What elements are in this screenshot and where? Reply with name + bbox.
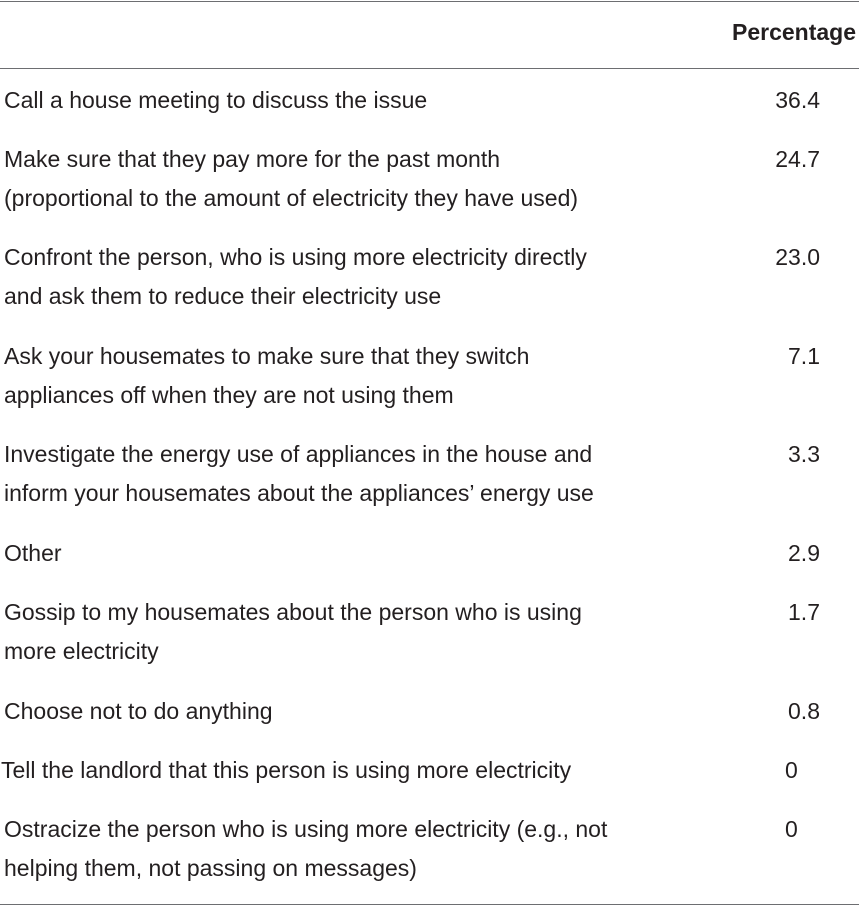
- row-label: Investigate the energy use of appliances in the house and inform your housemates about the appliances’ energy use: [4, 441, 594, 506]
- row-label: Make sure that they pay more for the past month (proportional to the amount of electricity they have used): [4, 146, 579, 211]
- row-value: 24.7: [775, 146, 820, 172]
- row-value: 23.0: [775, 244, 820, 270]
- row-value: 0: [785, 757, 798, 783]
- table-header: [0, 0, 859, 68]
- row-label: Ask your housemates to make sure that they switch appliances off when they are not using them: [4, 343, 530, 408]
- header-rule: [0, 68, 859, 69]
- header-percentage: Percentage: [731, 19, 856, 45]
- row-label: Confront the person, who is using more electricity directly and ask them to reduce their electricity use: [4, 244, 587, 309]
- row-value: 0.8: [788, 698, 820, 724]
- row-label: Ostracize the person who is using more electricity (e.g., not helping them, not passing on messages): [4, 816, 608, 881]
- row-value: 1.7: [788, 599, 820, 625]
- row-label: Choose not to do anything: [4, 698, 273, 724]
- row-label: Call a house meeting to discuss the issue: [4, 87, 428, 113]
- row-label: Gossip to my housemates about the person who is using more electricity: [4, 599, 582, 664]
- row-label: Tell the landlord that this person is using more electricity: [1, 757, 572, 783]
- row-value: 7.1: [788, 343, 820, 369]
- row-value: 2.9: [788, 540, 820, 566]
- row-label: Other: [4, 540, 62, 566]
- row-value: 36.4: [775, 87, 820, 113]
- table-bottom-rule: [0, 904, 859, 905]
- row-value: 0: [785, 816, 798, 842]
- row-value: 3.3: [788, 441, 820, 467]
